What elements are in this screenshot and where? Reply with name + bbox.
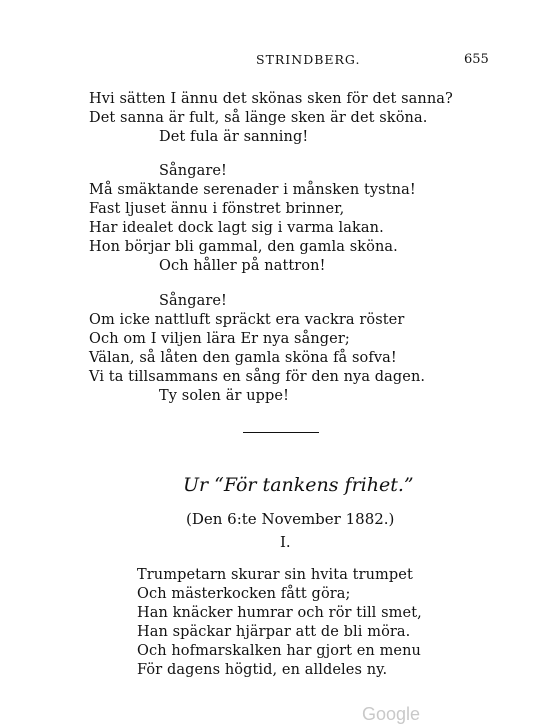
poem-line: Hvi sätten I ännu det skönas sken för det sanna?	[89, 91, 453, 107]
poem-line-indented: Ty solen är uppe!	[159, 388, 290, 404]
poem-line: Trumpetarn skurar sin hvita trumpet	[137, 567, 413, 583]
poem-line: Om icke nattluft spräckt era vackra röster	[89, 312, 405, 328]
poem-line: Och hofmarskalken har gjort en menu	[137, 643, 421, 659]
page-number: 655	[464, 52, 489, 67]
section-divider	[243, 432, 319, 433]
poem-line-indented: Det fula är sanning!	[159, 129, 309, 145]
poem-line: Har idealet dock lagt sig i varma lakan.	[89, 220, 384, 236]
poem-line-indented: Och håller på nattron!	[159, 258, 326, 274]
running-title: STRINDBERG.	[256, 52, 361, 67]
poem-line: För dagens högtid, en alldeles ny.	[137, 662, 388, 678]
section-date: (Den 6:te November 1882.)	[186, 510, 395, 528]
poem-line: Vi ta tillsammans en sång för den nya dagen.	[89, 369, 426, 385]
poem-line: Må smäktande serenader i månsken tystna!	[89, 182, 416, 198]
poem-line: Och om I viljen lära Er nya sånger;	[89, 331, 350, 347]
section-title: Ur “För tankens frihet.”	[183, 474, 414, 496]
watermark-logo: Google	[362, 704, 421, 724]
poem-line-indented: Sångare!	[159, 293, 227, 309]
poem-line: Fast ljuset ännu i fönstret brinner,	[89, 201, 345, 217]
poem-line: Han späckar hjärpar att de bli möra.	[137, 624, 411, 640]
poem-line: Och mästerkocken fått göra;	[137, 586, 351, 602]
poem-line: Han knäcker humrar och rör till smet,	[137, 605, 422, 621]
poem-line: Det sanna är fult, så länge sken är det sköna.	[89, 110, 428, 126]
poem-line-indented: Sångare!	[159, 163, 227, 179]
poem-line: Välan, så låten den gamla sköna få sofva!	[89, 350, 397, 366]
poem-line: Hon börjar bli gammal, den gamla sköna.	[89, 239, 398, 255]
part-number: I.	[280, 533, 291, 551]
